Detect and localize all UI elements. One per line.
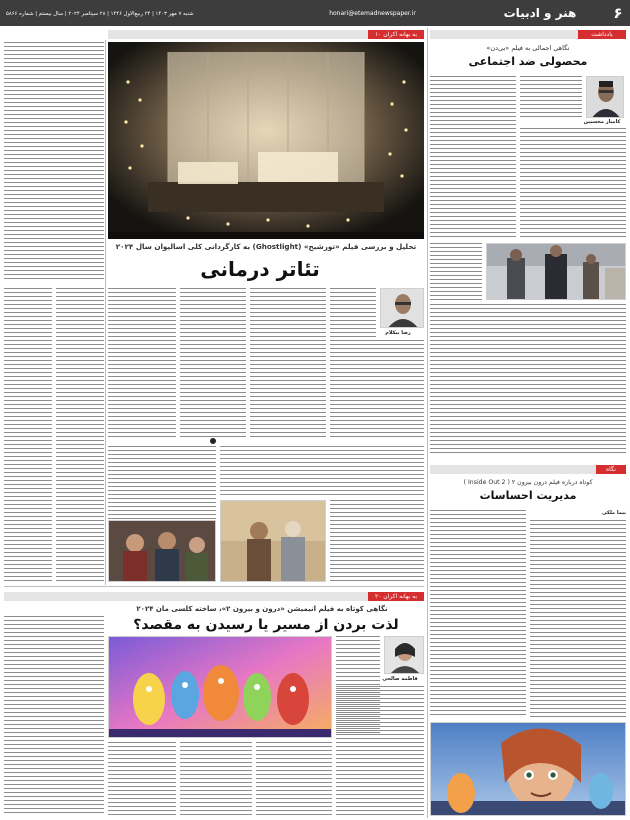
main-story-tag-strip (108, 30, 368, 39)
main-pullquote (220, 446, 424, 496)
main-story-title: تئاتر درمانی (200, 257, 320, 281)
note-body-col2b (430, 243, 482, 300)
note-body-col2 (430, 76, 516, 240)
bottom-story-tag-strip (4, 592, 368, 601)
left-col-top (4, 42, 104, 282)
note-body-col1 (520, 76, 582, 118)
bottom-left-col (4, 616, 104, 816)
nagah-tag-strip (430, 465, 596, 474)
bottom-story-kicker: نگاهی کوتاه به فیلم انیمیشن «درون و بیرون ۲»، ساخته کلسی مان ۲۰۲۴ (136, 605, 388, 613)
bottom-body-col1b (336, 686, 424, 816)
nagah-author: نیما ملکی (602, 510, 626, 516)
note-tag: یادداشت (578, 30, 626, 39)
main-body-col4 (108, 288, 176, 438)
author-portrait (586, 76, 624, 118)
bottom-story-title: لذت بردن از مسیر یا رسیدن به مقصد؟ (133, 617, 399, 633)
bullet-icon (210, 438, 216, 444)
inside-out-poster (430, 722, 626, 816)
column-divider-right (427, 28, 428, 818)
bottom-body-col3 (180, 742, 252, 816)
nagah-title: مدیریت احساسات (479, 489, 577, 502)
nagah-body-col1 (530, 520, 626, 718)
main-story-tag: به بهانه اکران ۱۰ (368, 30, 424, 39)
page-number: ۶ (613, 4, 623, 22)
bottom-story-author: فاطمه صالحی (382, 676, 418, 682)
ghostlight-rehearsal-photo (220, 500, 326, 582)
ghostlight-stage-photo (108, 42, 424, 239)
inside-out-emotions-photo (108, 636, 332, 738)
bottom-body-col2 (256, 742, 332, 816)
note-tag-strip (430, 30, 578, 39)
note-author: کامیار محسنین (583, 119, 621, 125)
bottom-author-portrait (384, 636, 424, 674)
note-body-col1b (520, 128, 626, 240)
dateline: شنبه ۷ مهر ۱۴۰۳ | ۲۴ ربیع‌الاول ۱۴۴۶ | ۲۸ سپتامبر ۲۰۲۴ | سال بیستم | شماره ۵۸۶۶ (6, 11, 194, 17)
note-kicker: نگاهی اجمالی به فیلم «بی‌دن» (486, 44, 570, 52)
note-body-col3 (430, 304, 626, 454)
note-photo (486, 243, 626, 300)
horizontal-divider (4, 586, 424, 587)
reviewer-portrait (380, 288, 424, 328)
left-col-mid-2 (56, 288, 104, 582)
main-body-col1b (376, 340, 424, 438)
main-story-kicker: تحلیل و بررسی فیلم «تورشبح» (Ghostlight) به کارگردانی کلی اسالیوان سال ۲۰۲۴ (115, 242, 417, 251)
main-body-col6 (330, 500, 424, 582)
bottom-story-tag: به بهانه اکران ۲۰ (368, 592, 424, 601)
nagah-kicker: کوتاه درباره فیلم درون بیرون ۲ ( Inside Out 2 ) (463, 479, 593, 486)
main-body-col1 (330, 288, 376, 438)
section-title: هنر و ادبیات (503, 6, 577, 20)
nagah-tag: نگاه (596, 465, 626, 474)
email-link[interactable]: honari@etemadnewspaper.ir (329, 10, 416, 17)
note-title: محصولی ضد اجتماعی (468, 55, 588, 68)
column-divider-left (105, 40, 106, 585)
nagah-body-col2 (430, 510, 526, 718)
main-story-author: رضا بیکلام (385, 330, 411, 336)
ghostlight-family-photo (108, 520, 216, 582)
bottom-body-col4 (108, 742, 176, 816)
main-body-col3 (180, 288, 246, 438)
main-body-col2 (250, 288, 326, 438)
left-col-mid-1 (4, 288, 52, 582)
